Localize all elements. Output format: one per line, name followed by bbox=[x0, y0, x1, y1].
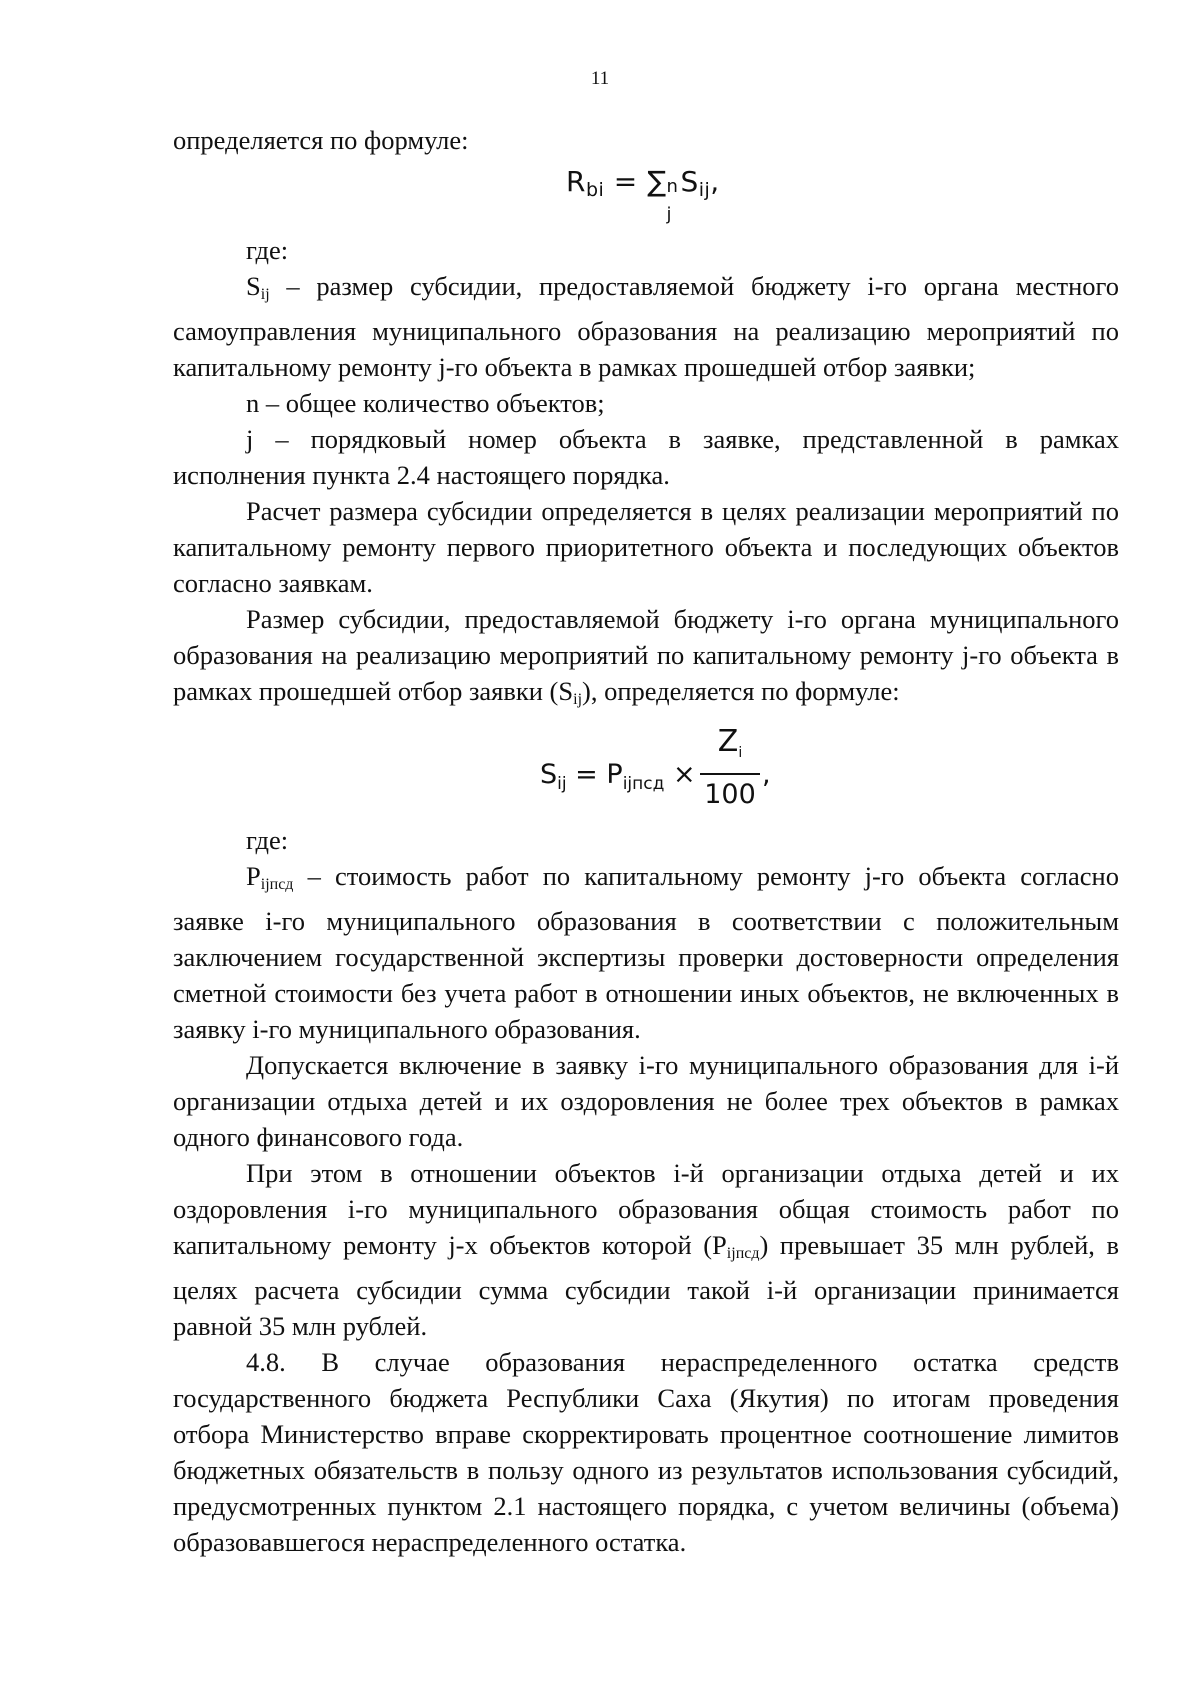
times-symbol: × bbox=[664, 759, 696, 790]
formula-sij bbox=[173, 718, 1119, 822]
definition-sij-text: – размер субсидии, предоставляемой бюджету i-го органа местного самоуправления муниципального образования на реализацию мероприятий по капитальному ремонту j-го объекта в рамках прошедшей отбор заявки; bbox=[173, 271, 1119, 382]
paragraph-cap-text-after: ) превышает 35 млн рублей, в целях расчета субсидии сумма субсидии такой i-й организации принимается равной 35 млн рублей. bbox=[173, 1230, 1119, 1341]
document-body bbox=[173, 122, 1119, 1560]
paragraph-cap-text-before: При этом в отношении объектов i-й организации отдыха детей и их оздоровления i-го муниципального образования общая стоимость работ по капитальному ремонту j-х объектов которой (P bbox=[173, 1158, 1119, 1260]
numerator-z-sub: i bbox=[738, 745, 743, 761]
sum-symbol: ∑ bbox=[647, 165, 667, 198]
paragraph-calc: Расчет размера субсидии определяется в целях реализации мероприятий по капитальному ремонту первого приоритетного объекта и последующих объектов согласно заявкам. bbox=[173, 496, 1119, 598]
paragraph-size-sub: ij bbox=[573, 691, 583, 708]
definition-sij-symbol: S bbox=[246, 271, 261, 301]
formula-sij-p: P bbox=[606, 759, 623, 790]
page-number: 11 bbox=[590, 68, 610, 89]
formula-sij-comma: , bbox=[762, 759, 771, 790]
definition-n: n – общее количество объектов; bbox=[246, 388, 605, 418]
formula-sij-eq: = bbox=[566, 759, 607, 790]
formula-rbi bbox=[173, 158, 1119, 225]
definition-p-sub: ijпсд bbox=[260, 876, 294, 893]
paragraph-cap bbox=[173, 1155, 1119, 1344]
paragraph-size bbox=[173, 601, 1119, 718]
fraction bbox=[700, 724, 760, 813]
formula-rbi-expression bbox=[566, 164, 720, 225]
paragraph-4-8: 4.8. В случае образования нераспределенного остатка средств государственного бюджета Республики Саха (Якутия) по итогам проведения отбора Министерство вправе скорректировать процентное соотношение лимитов бюджетных обязательств в пользу одного из результатов использования субсидий, предусмотренных пунктом 2.1 настоящего порядка, с учетом величины (объема) образовавшегося нераспределенного остатка. bbox=[173, 1347, 1119, 1557]
paragraph-size-text-before: Размер субсидии, предоставляемой бюджету i-го органа муниципального образования на реализацию мероприятий по капитальному ремонту j-го объекта в рамках прошедшей отбор заявки (S bbox=[173, 604, 1119, 706]
where-label: где: bbox=[246, 235, 289, 265]
formula-sij-s: S bbox=[540, 759, 558, 790]
definition-sij-sub: ij bbox=[260, 286, 270, 303]
fraction-numerator bbox=[700, 724, 760, 775]
where-label-2: где: bbox=[246, 825, 289, 855]
formula-rbi-lhs: R bbox=[566, 165, 586, 198]
paragraph-size-text-after: ), определяется по формуле: bbox=[582, 676, 900, 706]
formula-rbi-lhs-sub: bi bbox=[585, 179, 605, 201]
formula-rbi-term-sub: ij bbox=[698, 179, 711, 201]
sum-upper-limit: n bbox=[666, 176, 679, 197]
definition-p-symbol: P bbox=[246, 861, 261, 891]
spacer bbox=[173, 210, 1119, 232]
formula-rbi-eq: = bbox=[604, 165, 648, 198]
definition-j: j – порядковый номер объекта в заявке, представленной в рамках исполнения пункта 2.4 настоящего порядка. bbox=[173, 424, 1119, 490]
formula-rbi-term: S bbox=[680, 165, 699, 198]
formula-sij-s-sub: ij bbox=[557, 774, 567, 794]
formula-rbi-comma: , bbox=[710, 165, 720, 198]
sum-lower-limit: j bbox=[666, 204, 672, 225]
formula-sij-p-sub: ijпсд bbox=[622, 774, 665, 794]
intro-line: определяется по формуле: bbox=[173, 125, 469, 155]
definition-p bbox=[173, 858, 1119, 1047]
formula-sij-lhs bbox=[540, 757, 696, 802]
paragraph-cap-sub: ijпсд bbox=[726, 1245, 760, 1262]
numerator-z: Z bbox=[717, 724, 739, 759]
definition-sij bbox=[173, 268, 1119, 385]
definition-p-text: – стоимость работ по капитальному ремонту j-го объекта согласно заявке i-го муниципального образования в соответствии с положительным заключением государственной экспертизы проверки достоверности определения сметной стоимости без учета работ в отношении иных объектов, не включенных в заявку i-го муниципального образования. bbox=[173, 861, 1119, 1044]
fraction-denominator: 100 bbox=[704, 779, 756, 810]
paragraph-allowed: Допускается включение в заявку i-го муниципального образования для i-й организации отдыха детей и их оздоровления не более трех объектов в рамках одного финансового года. bbox=[173, 1050, 1119, 1152]
